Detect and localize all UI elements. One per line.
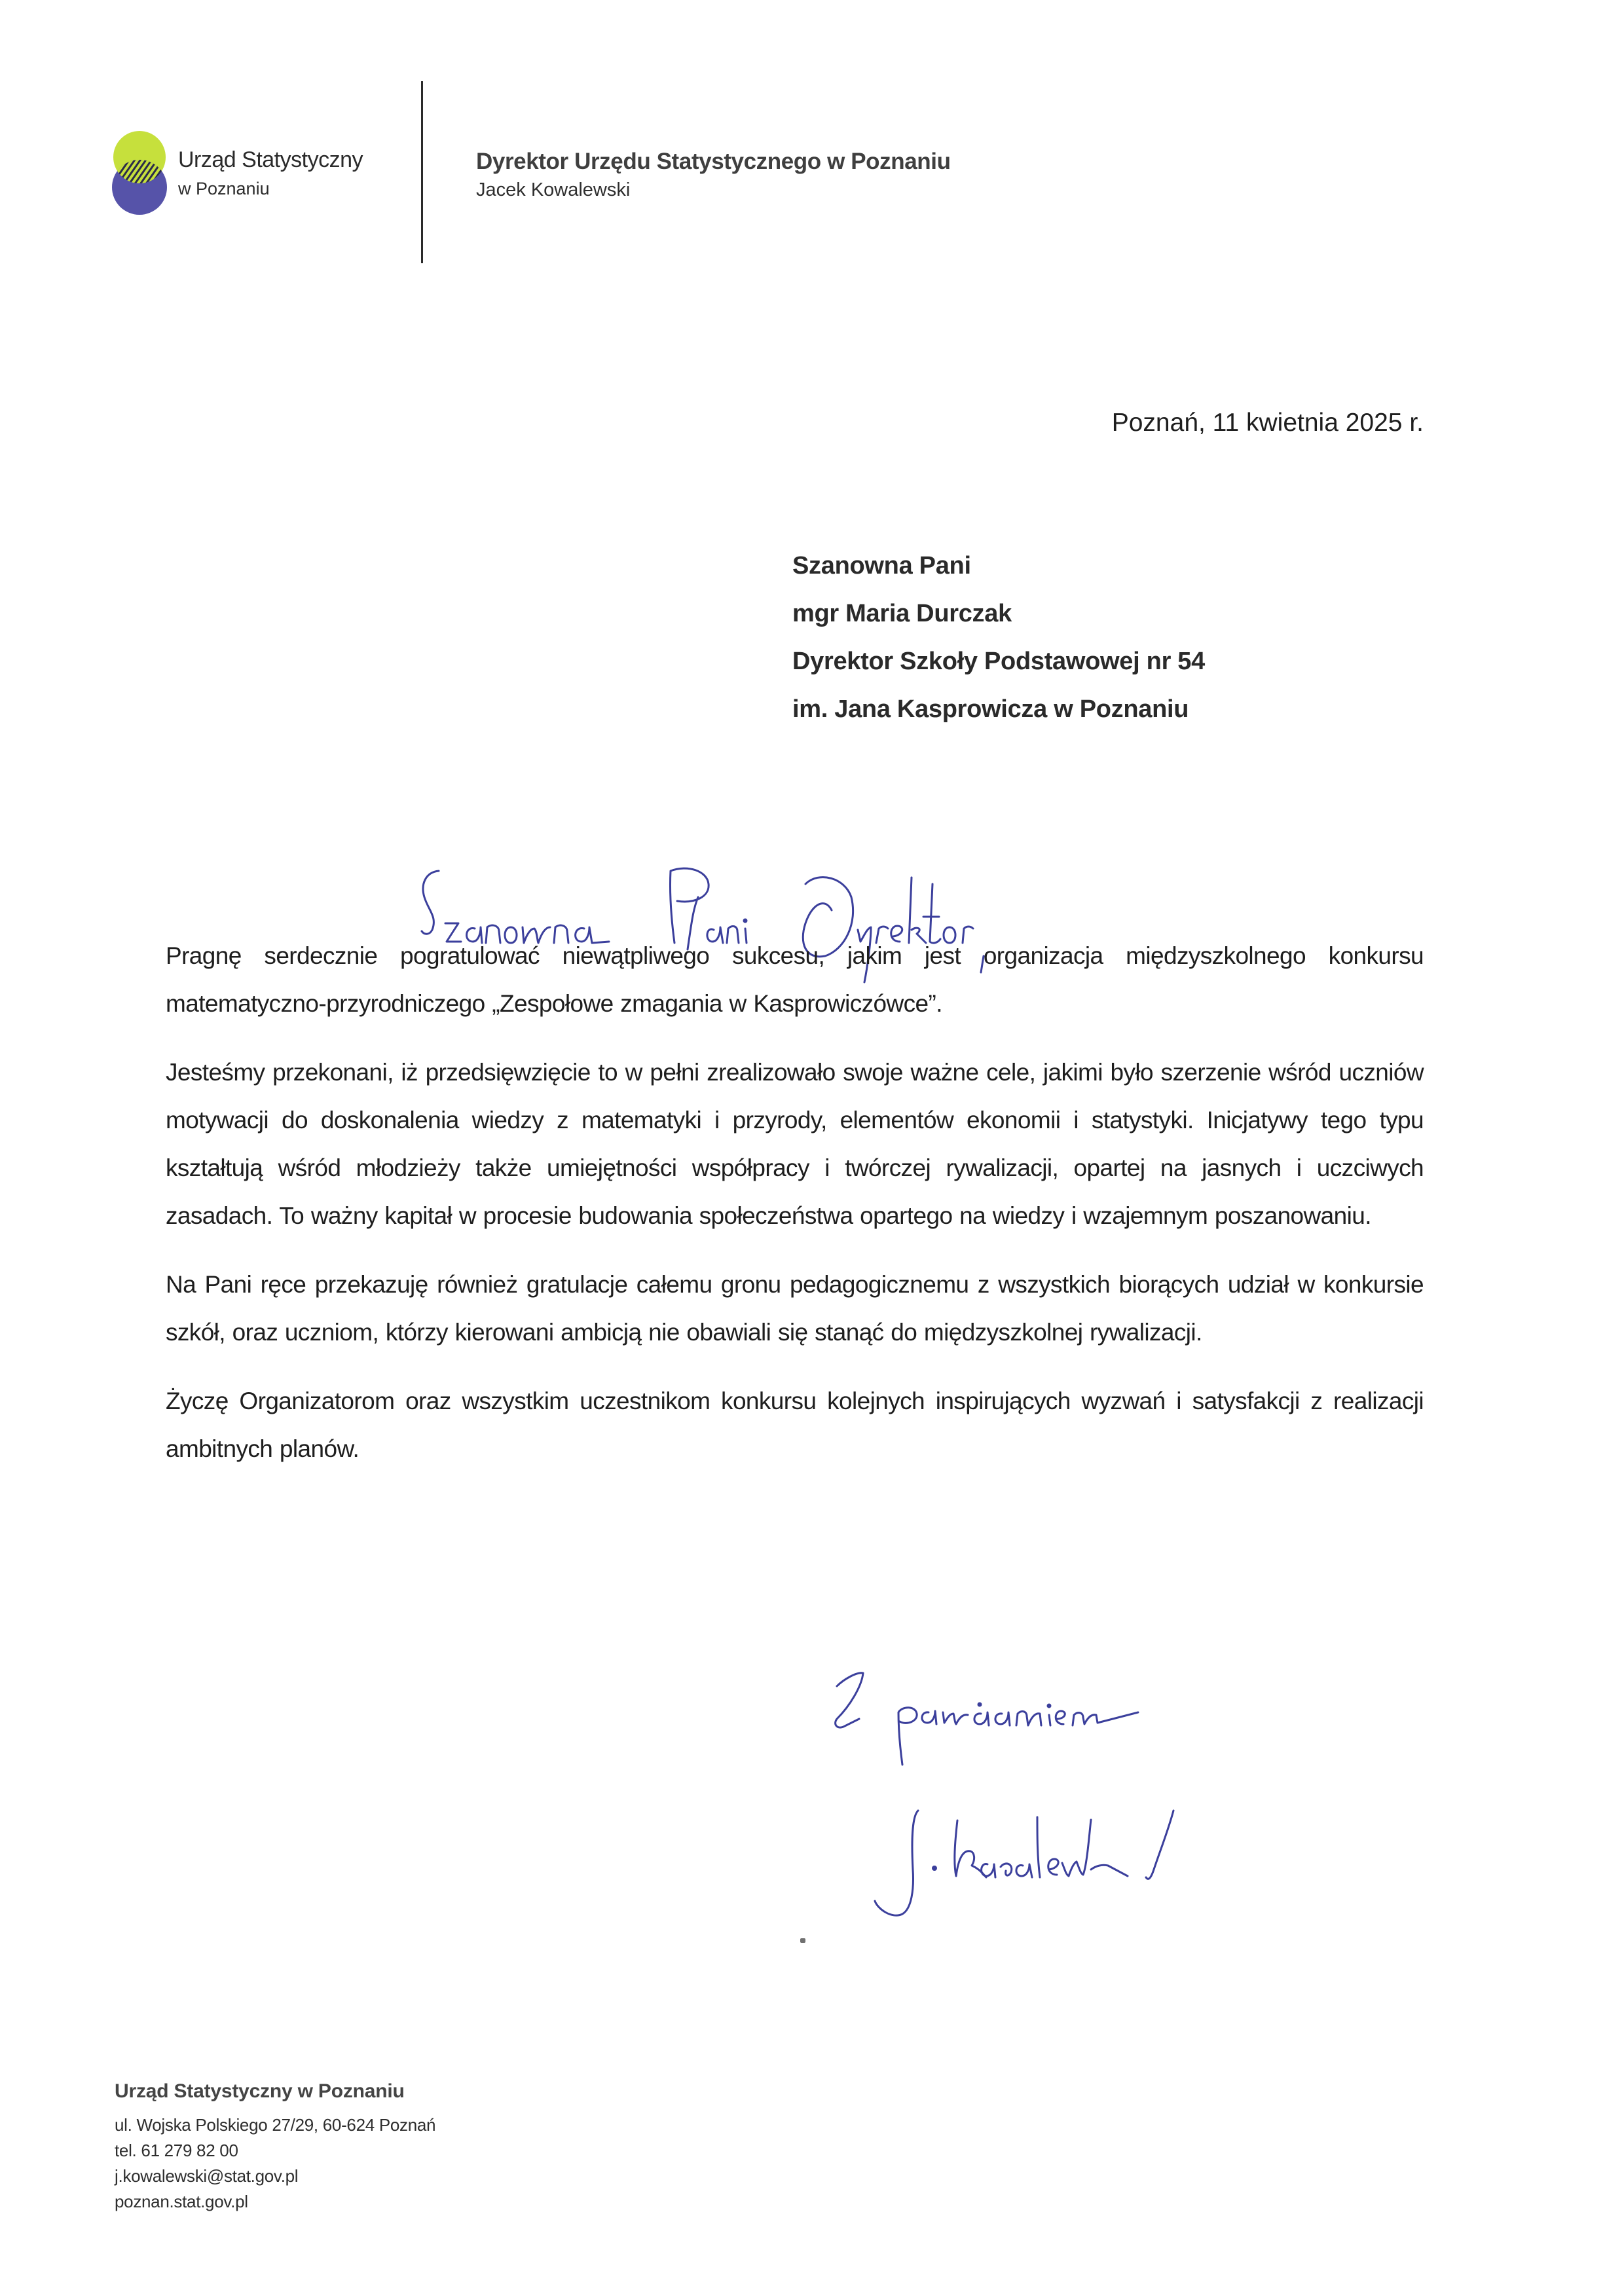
footer-website[interactable]: poznan.stat.gov.pl: [115, 2192, 248, 2211]
sender-title: Dyrektor Urzędu Statystycznego w Poznaniu: [476, 149, 951, 174]
logo-city: w Poznaniu: [178, 179, 270, 198]
gus-logo-icon: [110, 130, 169, 216]
body-paragraph: Na Pani ręce przekazuję również gratulacje całemu gronu pedagogicznemu z wszystkich biorących udział w konkursie szkół, oraz uczniom, którzy kierowani ambicją nie obawiali się stanąć do międzyszkolnej rywalizacji.: [166, 1271, 1424, 1346]
footer-email[interactable]: j.kowalewski@stat.gov.pl: [115, 2166, 299, 2186]
body-paragraph: Jesteśmy przekonani, iż przedsięwzięcie to w pełni zrealizowało swoje ważne cele, jakimi było szerzenie wśród uczniów motywacji do doskonalenia wiedzy z matematyki i przyrody, elementów ekonomii i statystyki. Inicjatywy tego typu kształtują wśród młodzieży także umiejętności współpracy i twórczej rywalizacji, opartej na jasnych i uczciwych zasadach. To ważny kapitał w procesie budowania społeczeństwa opartego na wiedzy i wzajemnym poszanowaniu.: [166, 1059, 1424, 1229]
recipient-name: mgr Maria Durczak: [792, 600, 1012, 627]
recipient-salutation: Szanowna Pani: [792, 552, 971, 580]
body-paragraph: Życzę Organizatorom oraz wszystkim uczestnikom konkursu kolejnych inspirujących wyzwań i satysfakcji z realizacji ambitnych planów.: [166, 1388, 1424, 1462]
recipient-position: Dyrektor Szkoły Podstawowej nr 54: [792, 648, 1205, 675]
header-divider: [421, 81, 423, 263]
letter-date: Poznań, 11 kwietnia 2025 r.: [1111, 409, 1424, 437]
footer: [115, 2077, 435, 2215]
scan-speck: [800, 1938, 805, 1943]
recipient-block: [792, 542, 1205, 733]
footer-phone: tel. 61 279 82 00: [115, 2141, 238, 2160]
logo-name: Urząd Statystyczny: [178, 147, 363, 172]
footer-address: ul. Wojska Polskiego 27/29, 60-624 Poznań: [115, 2115, 436, 2135]
footer-title: Urząd Statystyczny w Poznaniu: [115, 2080, 405, 2102]
recipient-school: im. Jana Kasprowicza w Poznaniu: [792, 695, 1189, 723]
sender-name: Jacek Kowalewski: [476, 179, 631, 200]
handwritten-closing: [830, 1667, 1151, 1775]
signature: [866, 1804, 1219, 1928]
letter-body: [166, 932, 1424, 1494]
body-paragraph: Pragnę serdecznie pogratulować niewątpliwego sukcesu, jakim jest organizacja międzyszkolnego konkursu matematyczno-przyrodniczego „Zespołowe zmagania w Kasprowiczówce”.: [166, 942, 1424, 1017]
